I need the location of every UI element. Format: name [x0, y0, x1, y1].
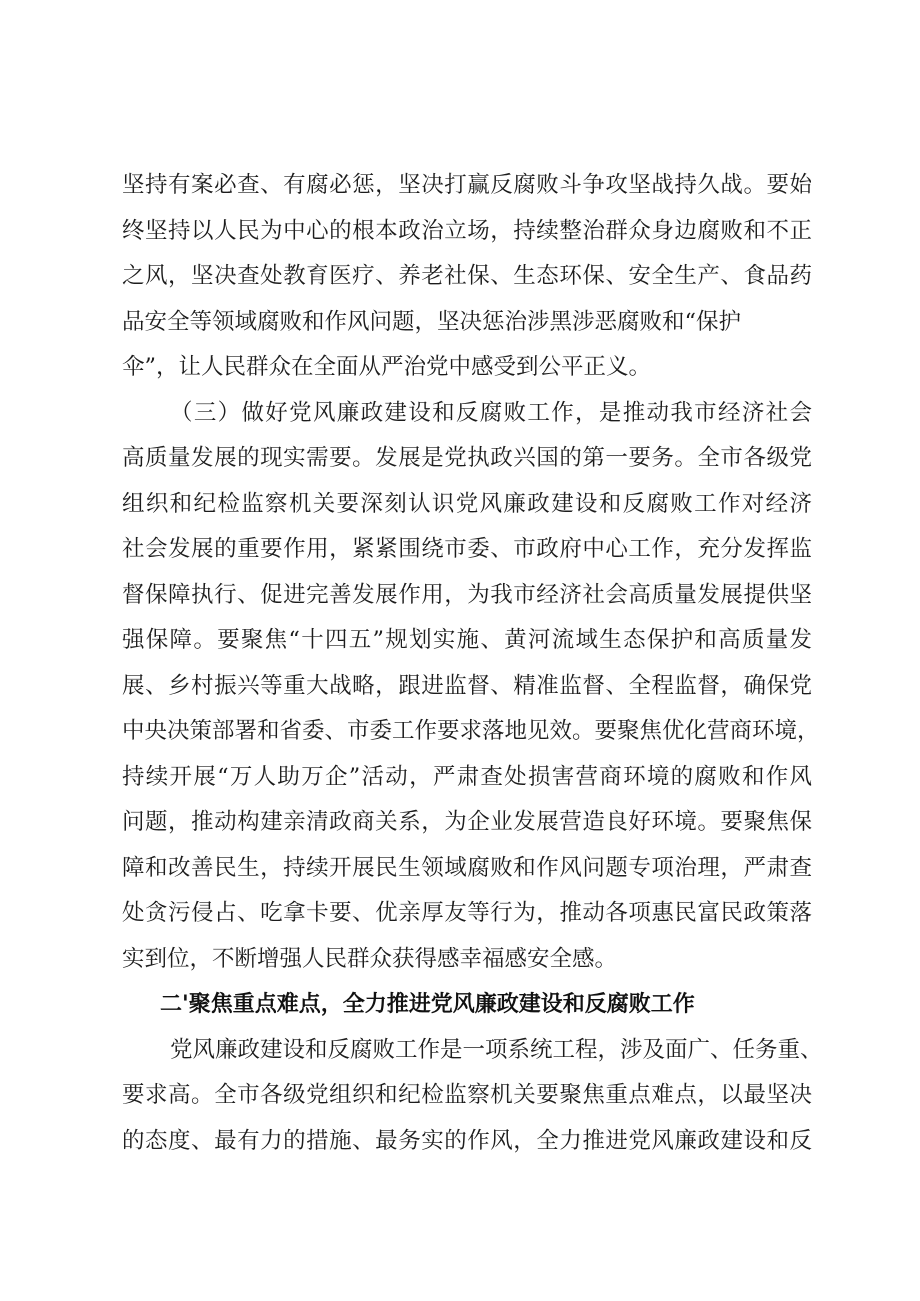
text-line: 问题，推动构建亲清政商关系，为企业发展营造良好环境。要聚焦保: [122, 809, 812, 835]
text-line: 品安全等领域腐败和作风问题，坚决惩治涉黑涉恶腐败和“保护: [122, 308, 742, 335]
text-line: 之风，坚决查处教育医疗、养老社保、生态环保、安全生产、食品药: [122, 263, 812, 289]
paragraph-1: [122, 163, 812, 391]
section-heading: 二'聚焦重点难点，全力推进党风廉政建设和反腐败工作: [160, 992, 695, 1017]
text-line: 的态度、最有力的措施、最务实的作风，全力推进党风廉政建设和反: [122, 1127, 812, 1154]
document-body: [122, 163, 823, 1164]
text-line: 强保障。要聚焦“十四五”规划实施、黄河流域生态保护和高质量发: [122, 627, 812, 653]
text-line: 终坚持以人民为中心的根本政治立场，持续整治群众身边腐败和不正: [122, 217, 812, 244]
text-line: 伞”，让人民群众在全面从严治党中感受到公平正义。: [122, 354, 652, 380]
text-line: 障和改善民生，持续开展民生领域腐败和作风问题专项治理，严肃查: [122, 854, 812, 881]
text-line: 社会发展的重要作用，紧紧围绕市委、市政府中心工作，充分发挥监: [122, 536, 812, 562]
text-line: 高质量发展的现实需要。发展是党执政兴国的第一要务。全市各级党: [122, 445, 812, 471]
text-line: 实到位，不断增强人民群众获得感幸福感安全感。: [122, 945, 618, 972]
text-line: 处贪污侵占、吃拿卡要、优亲厚友等行为，推动各项惠民富民政策落: [122, 900, 812, 926]
text-line: 组织和纪检监察机关要深刻认识党风廉政建设和反腐败工作对经济: [122, 490, 812, 517]
text-line: 展、乡村振兴等重大战略，跟进监督、精准监督、全程监督，确保党: [122, 672, 812, 699]
text-line: 要求高。全市各级党组织和纪检监察机关要聚焦重点难点，以最坚决: [122, 1082, 812, 1108]
text-line: 中央决策部署和省委、市委工作要求落地见效。要聚焦优化营商环境，: [122, 718, 820, 744]
text-line: 督保障执行、促进完善发展作用，为我市经济社会高质量发展提供坚: [122, 581, 812, 608]
text-line: 持续开展“万人助万企”活动，严肃查处损害营商环境的腐败和作风: [122, 763, 812, 790]
text-line: （三）做好党风廉政建设和反腐败工作，是推动我市经济社会: [170, 399, 812, 426]
paragraph-3: [122, 1028, 823, 1165]
text-line: 党风廉政建设和反腐败工作是一项系统工程，涉及面广、任务重、: [170, 1036, 823, 1063]
text-line: 坚持有案必查、有腐必惩，坚决打赢反腐败斗争攻坚战持久战。要始: [122, 172, 812, 198]
paragraph-2: [122, 391, 820, 983]
